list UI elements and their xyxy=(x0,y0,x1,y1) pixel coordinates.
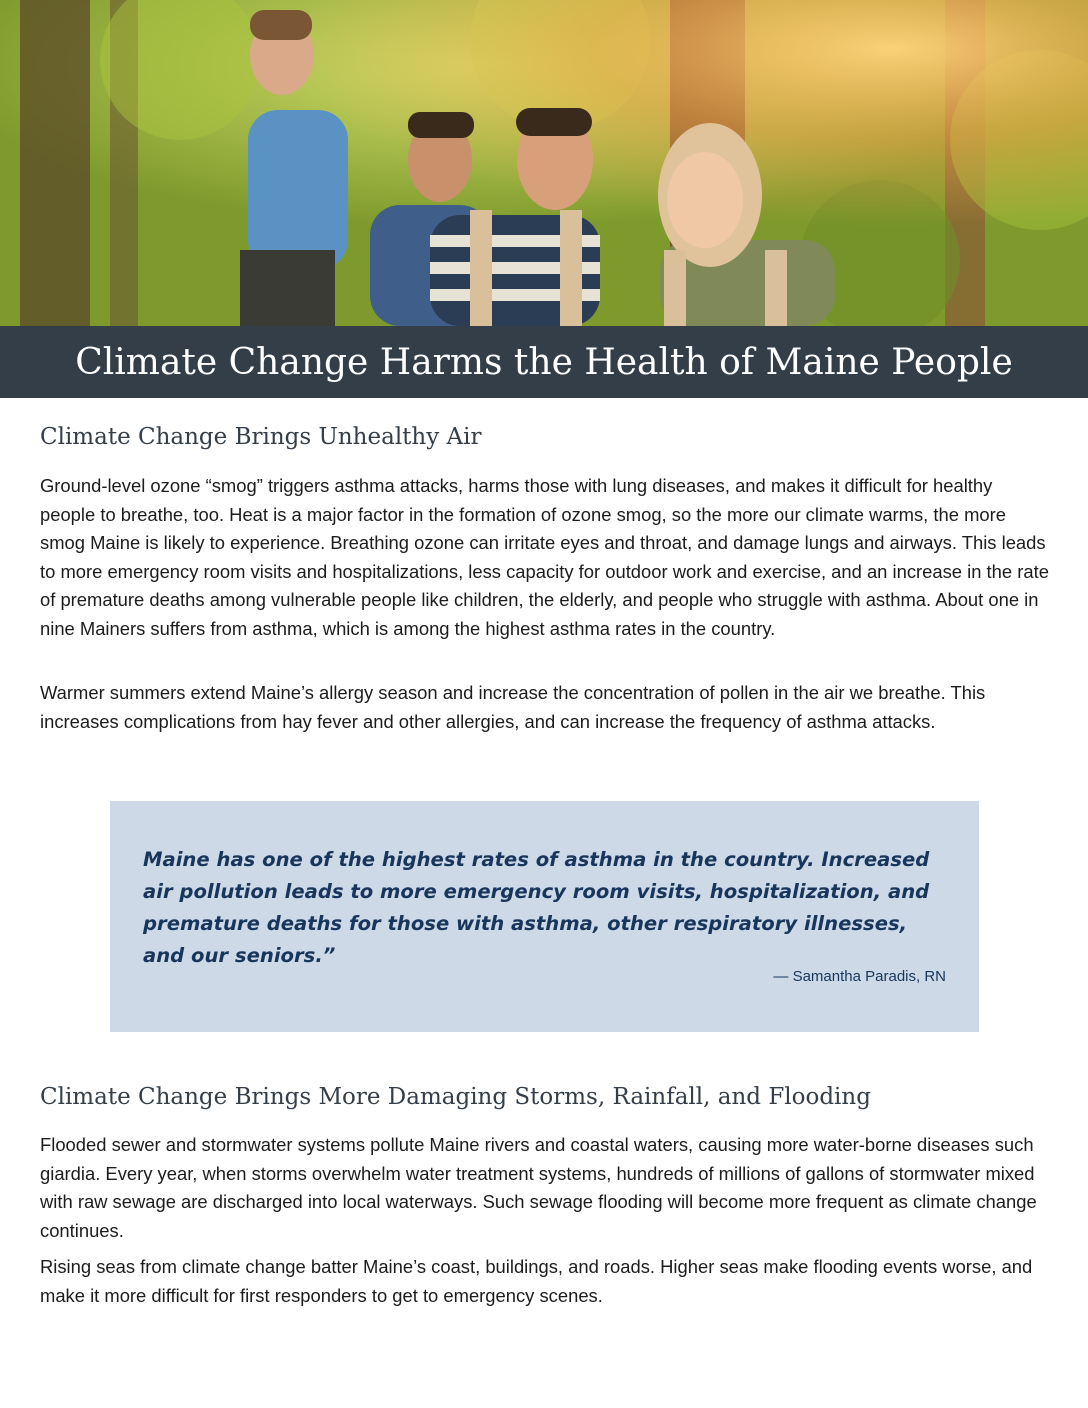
section-storms-paragraph-2: Rising seas from climate change batter Maine’s coast, buildings, and roads. Higher seas make flooding events worse, and make it more difficult for first responders to get to emergency scenes. xyxy=(40,1256,1033,1306)
pull-quote-box xyxy=(110,801,979,1032)
pull-quote-text: Maine has one of the highest rates of asthma in the country. Increased air pollution leads to more emergency room visits, hospitalization, and premature deaths for those with asthma, other respiratory illnesses, and our seniors.” xyxy=(143,848,930,967)
hero-photo xyxy=(0,0,1088,326)
section-air-paragraph-2: Warmer summers extend Maine’s allergy season and increase the concentration of pollen in the air we breathe. This increases complications from hay fever and other allergies, and can increase the frequency of asthma attacks. xyxy=(40,682,986,732)
section-heading-storms: Climate Change Brings More Damaging Storms, Rainfall, and Flooding xyxy=(40,1084,871,1110)
section-storms-paragraph-1: Flooded sewer and stormwater systems pollute Maine rivers and coastal waters, causing more water-borne diseases such giardia. Every year, when storms overwhelm water treatment systems, hundreds of millions of gallons of stormwater mixed with raw sewage are discharged into local waterways. Such sewage flooding will become more frequent as climate change continues. xyxy=(40,1134,1037,1241)
family-hiking-photo-icon xyxy=(0,0,1088,326)
section-heading-air: Climate Change Brings Unhealthy Air xyxy=(40,424,482,450)
section-air-paragraph-1: Ground-level ozone “smog” triggers asthma attacks, harms those with lung diseases, and makes it difficult for healthy people to breathe, too. Heat is a major factor in the formation of ozone smog, so the more our climate warms, the more smog Maine is likely to experience. Breathing ozone can irritate eyes and throat, and damage lungs and airways. This leads to more emergency room visits and hospitalizations, less capacity for outdoor work and exercise, and an increase in the rate of premature deaths among vulnerable people like children, the elderly, and people who struggle with asthma. About one in nine Mainers suffers from asthma, which is among the highest asthma rates in the country. xyxy=(40,475,1049,639)
page-title: Climate Change Harms the Health of Maine People xyxy=(75,341,1013,383)
pull-quote-attribution: — Samantha Paradis, RN xyxy=(773,968,946,985)
title-band xyxy=(0,326,1088,398)
